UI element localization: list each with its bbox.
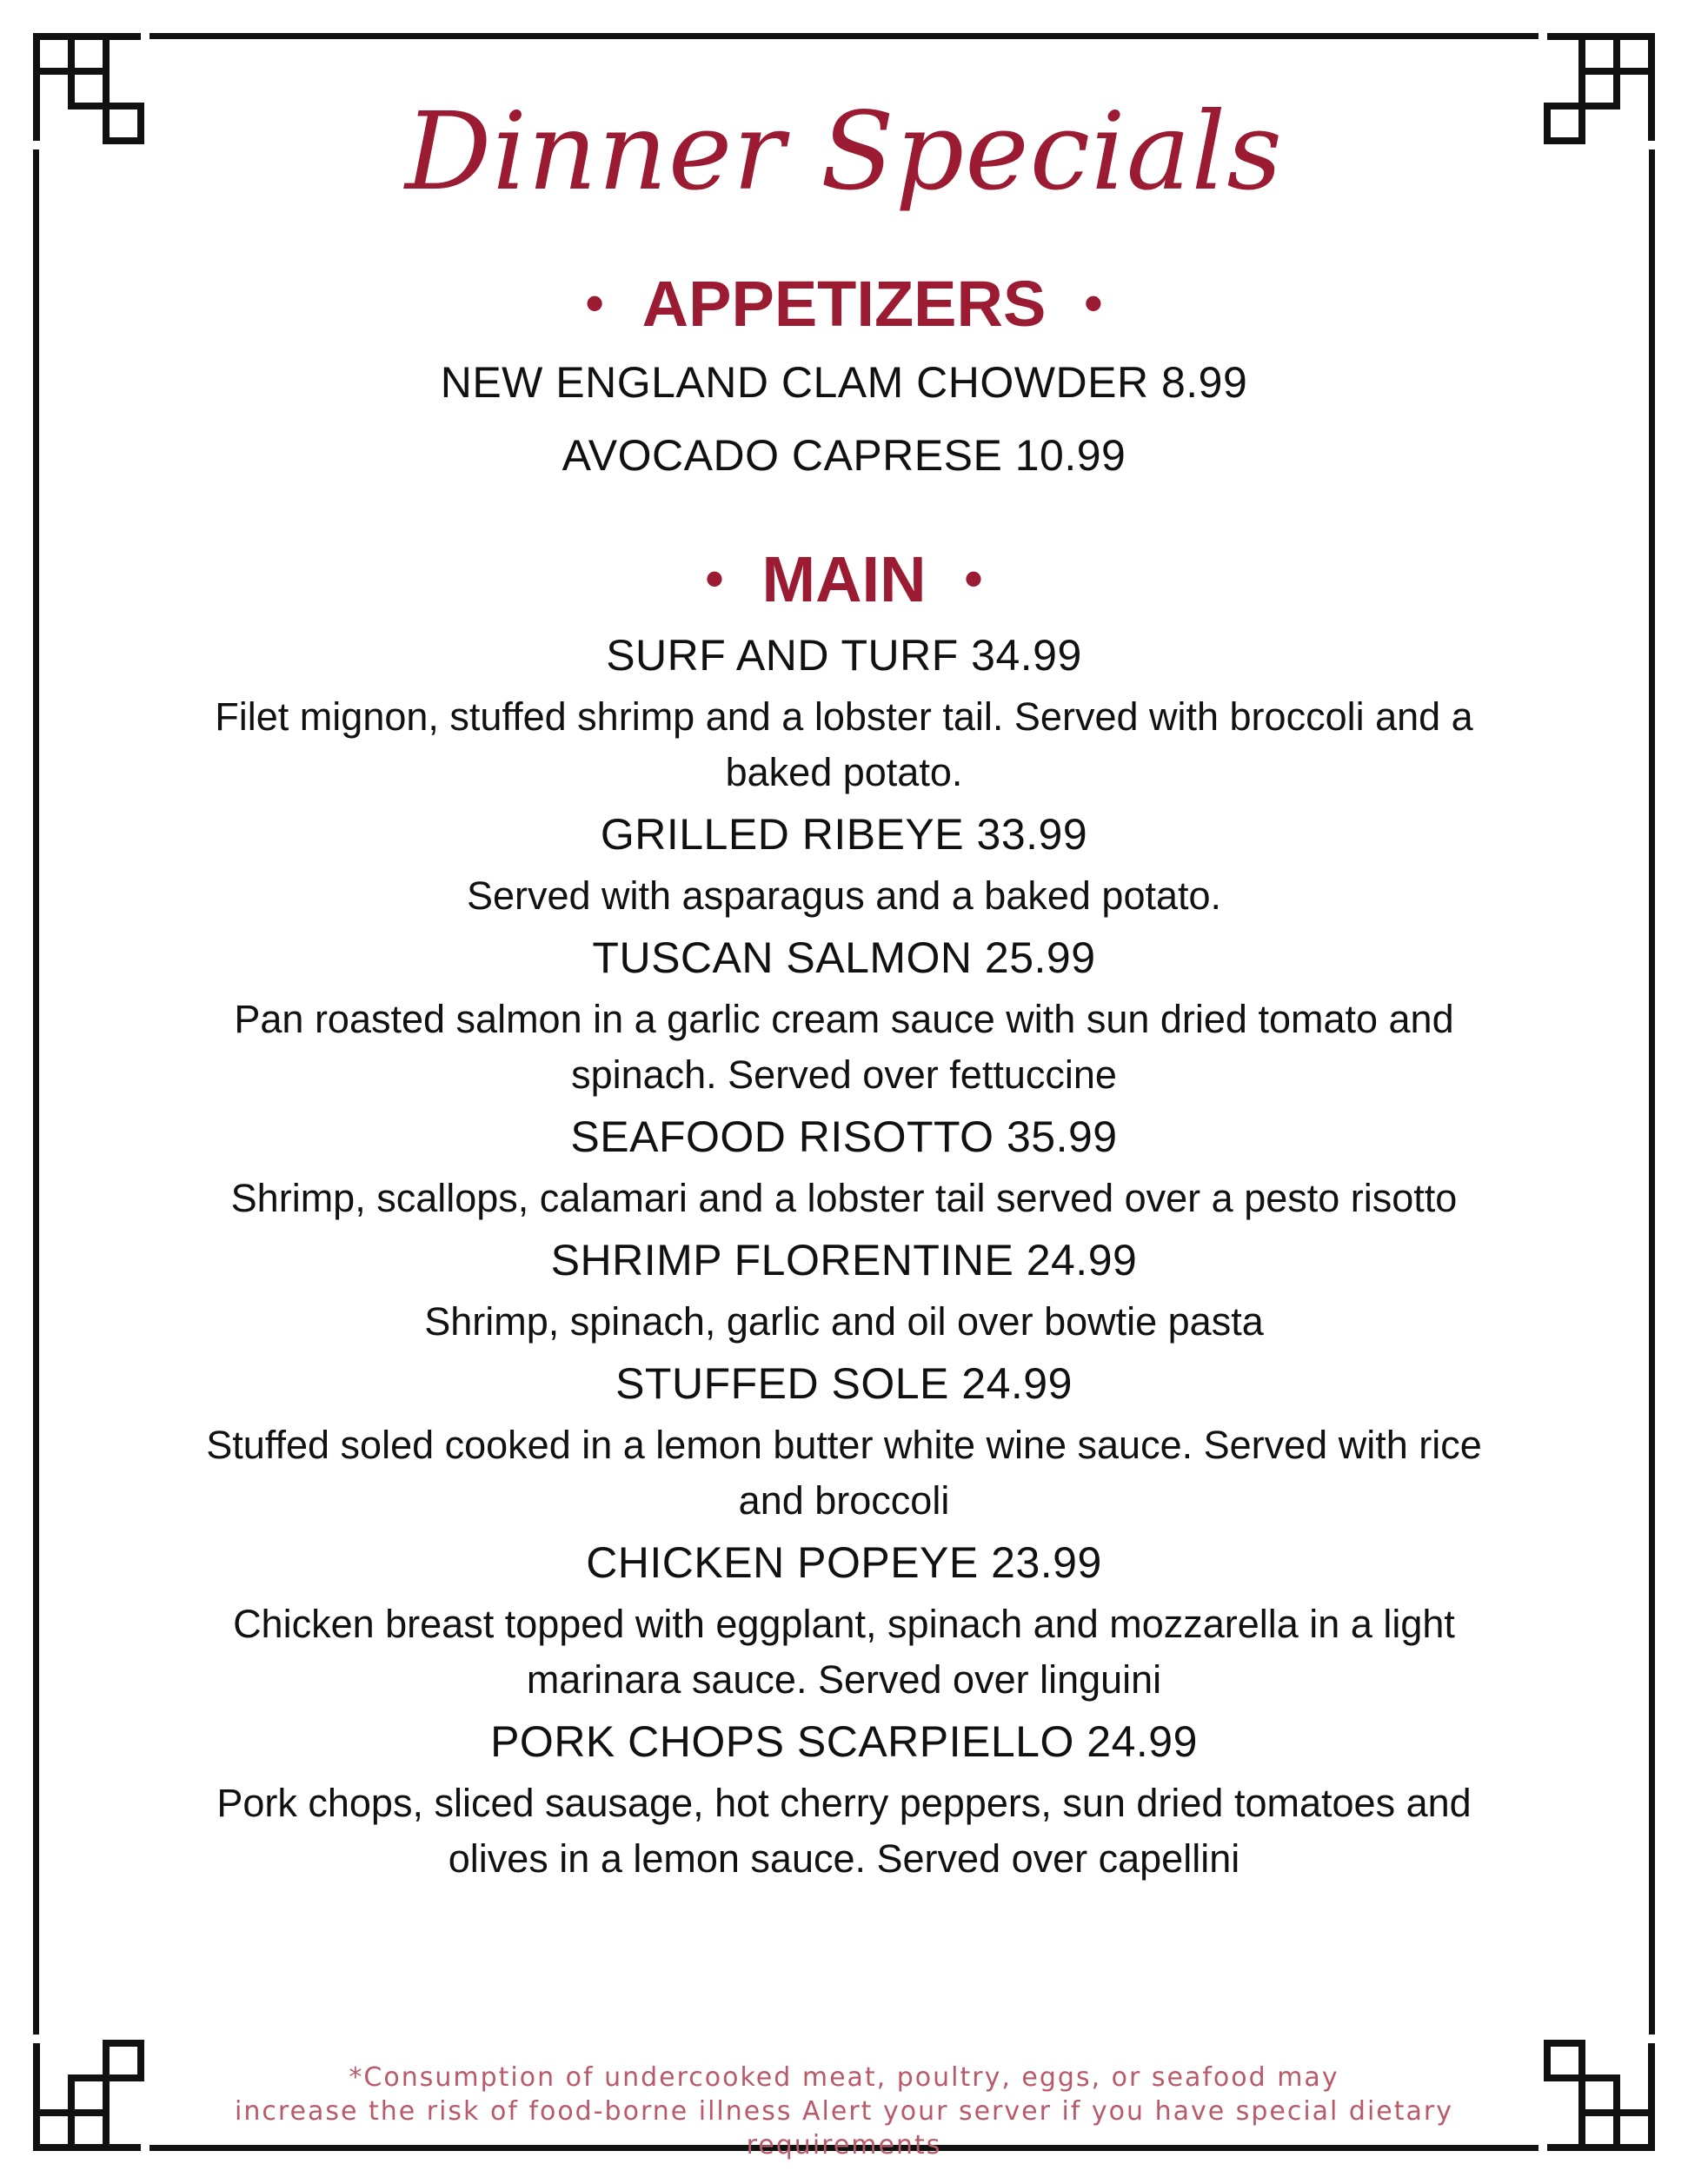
dish-description: Shrimp, spinach, garlic and oil over bowtie pasta [424, 1299, 1264, 1344]
bullet-icon: • [585, 274, 604, 332]
bullet-icon: • [1084, 274, 1103, 332]
greek-key-corner-icon [1538, 2035, 1669, 2165]
section-heading-main [156, 537, 1532, 621]
greek-key-corner-icon [19, 2035, 150, 2165]
menu-item-main [156, 924, 1532, 1103]
dish-description: Chicken breast topped with eggplant, spinach and mozzarella in a light marinara sauce. Served over linguini [233, 1602, 1455, 1702]
disclaimer-line: *Consumption of undercooked meat, poultry, eggs, or seafood may [349, 2062, 1339, 2093]
bullet-icon: • [964, 549, 983, 607]
menu-item-main [156, 621, 1532, 800]
disclaimer-line: increase the risk of food-borne illness Alert your server if you have special dietary requirements [235, 2096, 1453, 2161]
dish-name: CHICKEN POPEYE 23.99 [586, 1538, 1102, 1587]
menu-content [156, 83, 1532, 1887]
bullet-icon: • [705, 549, 724, 607]
menu-item-main [156, 1350, 1532, 1529]
section-heading-label: APPETIZERS [641, 268, 1047, 340]
menu-item-main [156, 1103, 1532, 1226]
dish-description: Pan roasted salmon in a garlic cream sauce with sun dried tomato and spinach. Served over fettuccine [234, 997, 1454, 1097]
food-safety-disclaimer [156, 2061, 1532, 2162]
menu-item-main [156, 800, 1532, 924]
dish-name: STUFFED SOLE 24.99 [615, 1359, 1073, 1408]
dish-name: SURF AND TURF 34.99 [606, 631, 1082, 680]
section-heading-appetizers [156, 262, 1532, 346]
dish-name: SEAFOOD RISOTTO 35.99 [570, 1112, 1118, 1161]
dish-name: PORK CHOPS SCARPIELLO 24.99 [490, 1717, 1198, 1766]
menu-item-main [156, 1529, 1532, 1708]
section-heading-label: MAIN [761, 543, 927, 615]
menu-item-main [156, 1708, 1532, 1887]
menu-item-appetizer: AVOCADO CAPRESE 10.99 [562, 431, 1126, 480]
dish-description: Stuffed soled cooked in a lemon butter white wine sauce. Served with rice and broccoli [206, 1423, 1482, 1523]
page-title: Dinner Specials [405, 90, 1283, 215]
dish-name: GRILLED RIBEYE 33.99 [600, 810, 1088, 859]
menu-item-main [156, 1226, 1532, 1350]
dish-description: Filet mignon, stuffed shrimp and a lobster tail. Served with broccoli and a baked potato. [215, 694, 1473, 794]
dish-description: Served with asparagus and a baked potato. [466, 873, 1222, 918]
greek-key-corner-icon [19, 19, 150, 149]
menu-item-appetizer: NEW ENGLAND CLAM CHOWDER 8.99 [440, 358, 1248, 407]
greek-key-corner-icon [1538, 19, 1669, 149]
dish-name: TUSCAN SALMON 25.99 [592, 933, 1096, 982]
dish-description: Shrimp, scallops, calamari and a lobster tail served over a pesto risotto [230, 1176, 1458, 1220]
dish-name: SHRIMP FLORENTINE 24.99 [550, 1236, 1138, 1285]
dish-description: Pork chops, sliced sausage, hot cherry peppers, sun dried tomatoes and olives in a lemon sauce. Served over capellini [216, 1781, 1472, 1881]
